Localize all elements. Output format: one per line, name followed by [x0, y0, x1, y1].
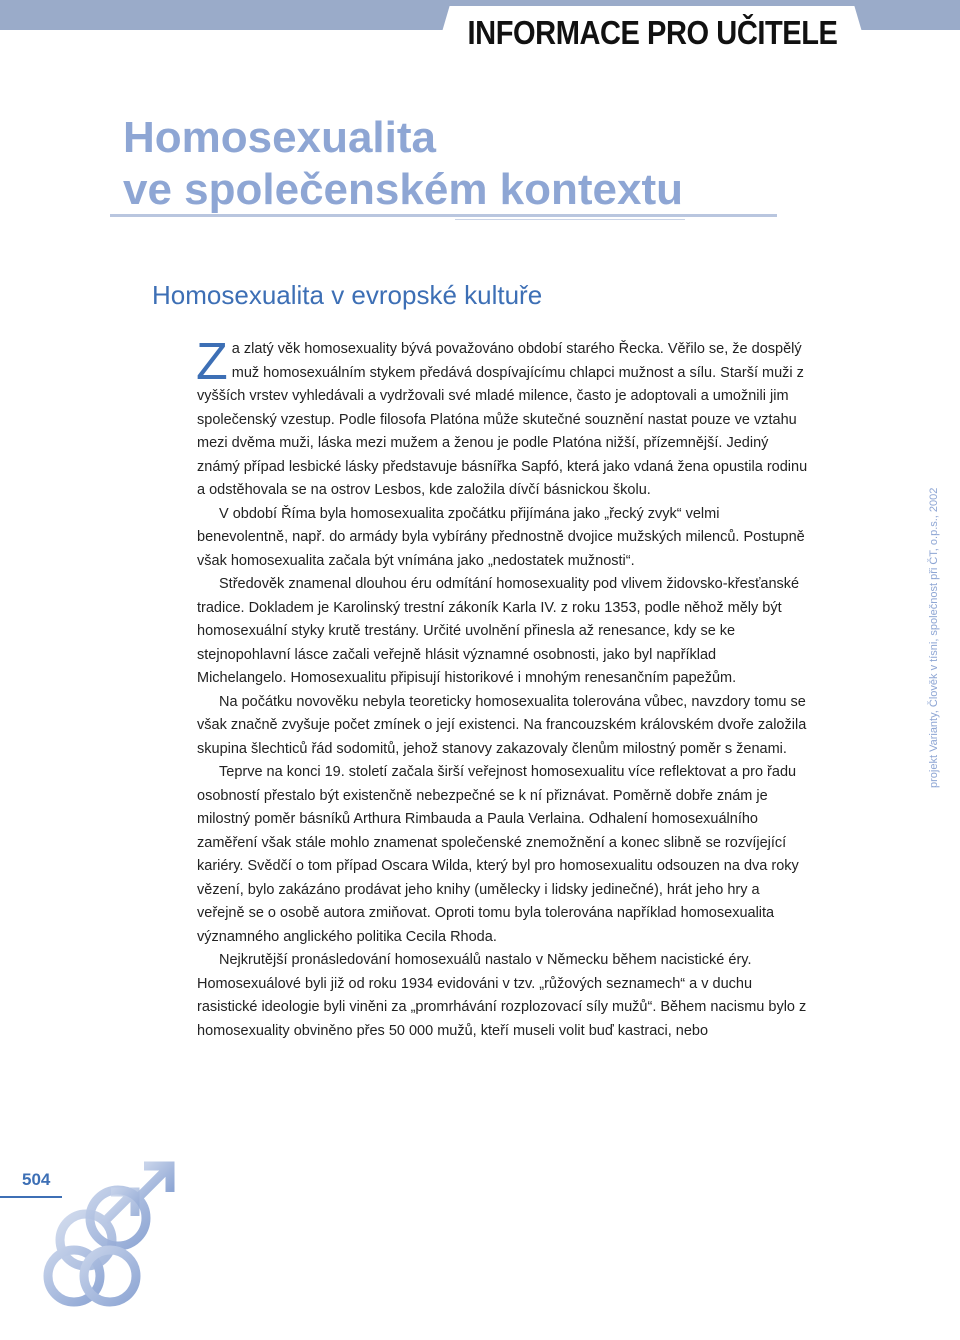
- male-symbol-icon: [90, 1166, 170, 1246]
- page-number: 504: [22, 1170, 51, 1189]
- female-symbol-icon: [84, 1250, 136, 1336]
- title-underline-thin: [455, 219, 685, 220]
- drop-cap: Z: [196, 333, 228, 391]
- article-body: [196, 333, 809, 1043]
- title-underline: [110, 214, 777, 217]
- section-title: Homosexualita v evropské kultuře: [152, 280, 543, 310]
- sidebar-credit: projekt Varianty, Člověk v tísni, společnost při ČT, o.p.s., 2002: [928, 487, 940, 788]
- page-title-line-2: ve společenském kontextu: [123, 165, 684, 214]
- paragraph-text: a zlatý věk homosexuality bývá považováno období starého Řecka. Věřilo se, že dospělý muž homosexuálním stykem předává dospívajícímu chlapci mužnost a sílu. Starší muži z vyšších vrstev vyhledávali a vydržovali své mladé milence, často je adoptovali a umožnili jim společenský vzestup. Podle filosofa Platóna může skutečné souznění nastat pouze ve vztahu mezi dvěma muži, láska mezi mužem a ženou je podle Platóna nižší, přízemnější. Jediný známý případ lesbické lásky představuje básnířka Sapfó, která jako vdaná žena opustila rodinu a odstěhovala se na ostrov Lesbos, kde založila dívčí básnickou školu.: [197, 341, 808, 498]
- paragraph: Na počátku novověku nebyla teoreticky homosexualita tolerována vůbec, navzdory tomu se však značně zvyšuje počet zmínek o její existenci. Na francouzském královském dvoře založila skupina šlechticů řád sodomitů, jehož stanovy zakazovaly členům milostný poměr s ženami.: [197, 693, 807, 757]
- page-title-line-1: Homosexualita: [123, 113, 436, 162]
- page-title: [123, 112, 683, 216]
- header-title: INFORMACE PRO UČITELE: [467, 14, 838, 51]
- gender-symbols-graphic: [30, 1150, 200, 1340]
- paragraph: [196, 333, 809, 503]
- paragraph: Středověk znamenal dlouhou éru odmítání homosexuality pod vlivem židovsko-křesťanské tradice. Dokladem je Karolinský trestní zákoník Karla IV. z roku 1353, podle něhož měly být homosexuální styky krutě trestány. Určité uvolnění přinesla až renesance, kdy se ke stejnopohlavní lásce začali veřejně hlásit významné osobnosti, jako byl například Michelangelo. Homosexualitu připisují historikové i mnohým renesančním papežům.: [197, 576, 800, 686]
- paragraph: V období Říma byla homosexualita zpočátku přijímána jako „řecký zvyk“ velmi benevolentně, např. do armády byla vybírány přednostně dvojice mužských milenců. Postupně však homosexualita začala být vnímána jako „nedostatek mužnosti“.: [197, 505, 805, 569]
- paragraph: Teprve na konci 19. století začala širší veřejnost homosexualitu více reflektovat a pro řadu osobností přestalo být existenčně nebezpečné se k ní přiznávat. Poměrně dobře znám je milostný poměr básníků Arthura Rimbauda a Paula Verlaina. Odhalení homosexuálního zaměření však stále mohlo znamenat společenské znemožnění a konec slibně se rozvíjející kariéry. Svědčí o tom případ Oscara Wilda, který byl pro homosexualitu odsouzen na dva roky vězení, bylo zakázáno prodávat jeho knihy (umělecky i lidsky jedinečné), hrát jeho hry a veřejně se o osobě autora zmiňovat. Oproti tomu byla tolerována například homosexualita významného anglického politika Cecila Rhoda.: [197, 764, 799, 945]
- paragraph: Nejkrutější pronásledování homosexuálů nastalo v Německu během nacistické éry. Homosexuálové byli již od roku 1934 evidováni v tzv. „růžových seznamech“ a v duchu rasistické ideologie byli viněni za „promrhávání rozplozovací síly mužů“. Během nacismu bylo z homosexuality obviněno přes 50 000 mužů, kteří museli volit buď kastraci, nebo: [197, 952, 807, 1039]
